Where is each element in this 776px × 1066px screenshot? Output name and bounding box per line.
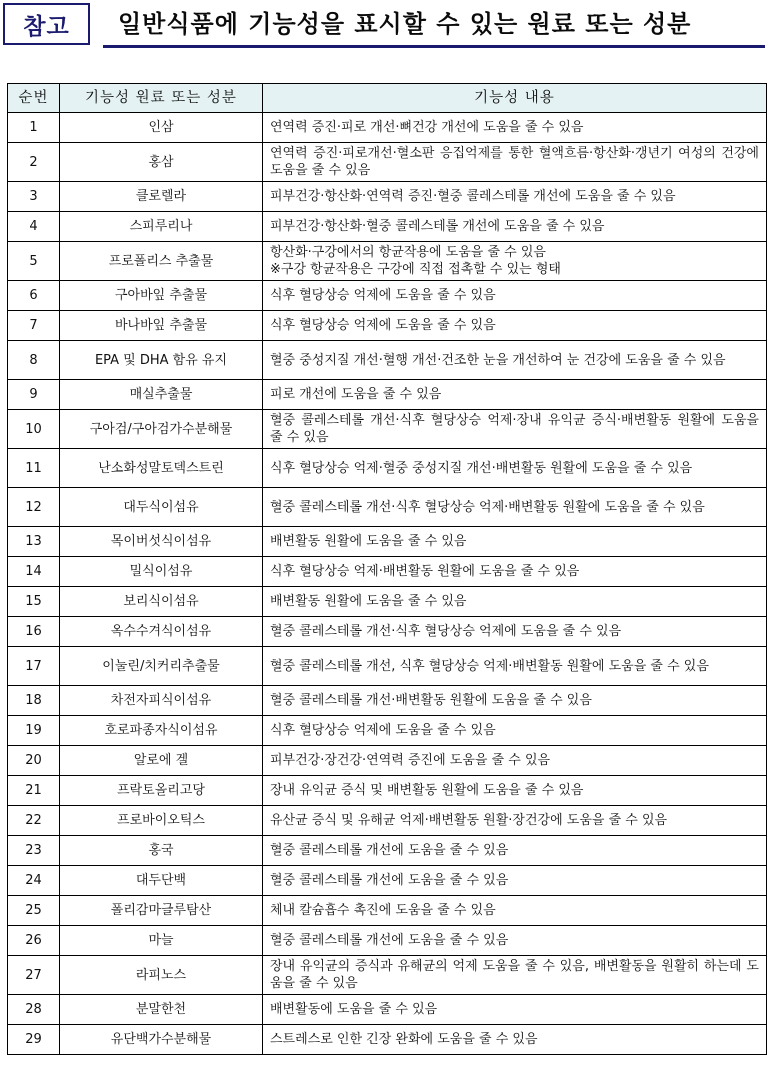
ingredient-name: 프로폴리스 추출물 — [60, 242, 263, 281]
ingredient-name: 밀식이섬유 — [60, 557, 263, 587]
ingredient-name: 대두식이섬유 — [60, 488, 263, 527]
table-row — [8, 776, 767, 806]
function-description: 식후 혈당상승 억제에 도움을 줄 수 있음 — [263, 311, 767, 341]
table-row — [8, 281, 767, 311]
row-number: 15 — [8, 587, 60, 617]
row-number: 1 — [8, 113, 60, 143]
ingredient-name: 옥수수겨식이섬유 — [60, 617, 263, 647]
table-row — [8, 647, 767, 686]
function-description: 연역력 증진·피로 개선·뼈건강 개선에 도움을 줄 수 있음 — [263, 113, 767, 143]
ingredient-name: 유단백가수분해물 — [60, 1025, 263, 1055]
function-description: 배변활동 원활에 도움을 줄 수 있음 — [263, 587, 767, 617]
table-row — [8, 212, 767, 242]
table-row — [8, 143, 767, 182]
table-row — [8, 113, 767, 143]
table-row — [8, 686, 767, 716]
function-description: 식후 혈당상승 억제에 도움을 줄 수 있음 — [263, 716, 767, 746]
ingredient-name: 보리식이섬유 — [60, 587, 263, 617]
function-description-line: 항산화·구강에서의 항균작용에 도움을 줄 수 있음 — [270, 245, 546, 260]
ingredient-name: 목이버섯식이섬유 — [60, 527, 263, 557]
row-number: 14 — [8, 557, 60, 587]
table-row — [8, 746, 767, 776]
row-number: 19 — [8, 716, 60, 746]
ingredient-name: 프락토올리고당 — [60, 776, 263, 806]
table-row — [8, 926, 767, 956]
function-description: 식후 혈당상승 억제·배변활동 원활에 도움을 줄 수 있음 — [263, 557, 767, 587]
row-number: 16 — [8, 617, 60, 647]
table-row — [8, 896, 767, 926]
function-description: 배변활동 원활에 도움을 줄 수 있음 — [263, 527, 767, 557]
function-description: 식후 혈당상승 억제에 도움을 줄 수 있음 — [263, 281, 767, 311]
ingredient-name: 난소화성말토덱스트린 — [60, 449, 263, 488]
row-number: 9 — [8, 380, 60, 410]
function-description: 배변활동에 도움을 줄 수 있음 — [263, 995, 767, 1025]
function-description-note: ※구강 항균작용은 구강에 직접 접촉할 수 있는 형태 — [270, 262, 561, 277]
function-description: 피부건강·항산화·연역력 증진·혈중 콜레스테롤 개선에 도움을 줄 수 있음 — [263, 182, 767, 212]
row-number: 11 — [8, 449, 60, 488]
row-number: 21 — [8, 776, 60, 806]
table-row — [8, 341, 767, 380]
ingredient-name: 차전자피식이섬유 — [60, 686, 263, 716]
function-description: 혈중 콜레스테롤 개선에 도움을 줄 수 있음 — [263, 926, 767, 956]
column-header-function: 기능성 내용 — [263, 84, 767, 113]
row-number: 10 — [8, 410, 60, 449]
row-number: 26 — [8, 926, 60, 956]
row-number: 12 — [8, 488, 60, 527]
row-number: 3 — [8, 182, 60, 212]
ingredient-name: EPA 및 DHA 함유 유지 — [60, 341, 263, 380]
table-row — [8, 182, 767, 212]
function-description: 유산균 증식 및 유해균 억제·배변활동 원활·장건강에 도움을 줄 수 있음 — [263, 806, 767, 836]
ingredient-name: 대두단백 — [60, 866, 263, 896]
function-description — [263, 242, 767, 281]
table-row — [8, 1025, 767, 1055]
table-row — [8, 806, 767, 836]
function-description: 혈중 콜레스테롤 개선에 도움을 줄 수 있음 — [263, 836, 767, 866]
ingredient-name: 바나바잎 추출물 — [60, 311, 263, 341]
ingredient-name: 이눌린/치커리추출물 — [60, 647, 263, 686]
function-description: 식후 혈당상승 억제·혈중 중성지질 개선·배변활동 원활에 도움을 줄 수 있음 — [263, 449, 767, 488]
ingredient-name: 인삼 — [60, 113, 263, 143]
function-description: 스트레스로 인한 긴장 완화에 도움을 줄 수 있음 — [263, 1025, 767, 1055]
table-row — [8, 488, 767, 527]
table-row — [8, 449, 767, 488]
reference-tag: 참고 — [3, 3, 90, 45]
title-underline — [103, 45, 765, 48]
ingredient-name: 홍국 — [60, 836, 263, 866]
row-number: 20 — [8, 746, 60, 776]
page-title: 일반식품에 기능성을 표시할 수 있는 원료 또는 성분 — [118, 10, 692, 38]
function-description: 장내 유익균 증식 및 배변활동 원활에 도움을 줄 수 있음 — [263, 776, 767, 806]
ingredient-name: 호로파종자식이섬유 — [60, 716, 263, 746]
ingredient-name: 알로에 겔 — [60, 746, 263, 776]
row-number: 17 — [8, 647, 60, 686]
ingredient-name: 구아바잎 추출물 — [60, 281, 263, 311]
row-number: 6 — [8, 281, 60, 311]
table-row — [8, 527, 767, 557]
table-row — [8, 836, 767, 866]
table-header-row — [8, 84, 767, 113]
table-row — [8, 380, 767, 410]
row-number: 2 — [8, 143, 60, 182]
table-row — [8, 995, 767, 1025]
function-description: 피로 개선에 도움을 줄 수 있음 — [263, 380, 767, 410]
function-description: 혈중 콜레스테롤 개선, 식후 혈당상승 억제·배변활동 원활에 도움을 줄 수 있음 — [263, 647, 767, 686]
table-row — [8, 410, 767, 449]
row-number: 23 — [8, 836, 60, 866]
function-description: 혈중 콜레스테롤 개선에 도움을 줄 수 있음 — [263, 866, 767, 896]
row-number: 29 — [8, 1025, 60, 1055]
function-description: 연역력 증진·피로개선·혈소판 응집억제를 통한 혈액흐름·항산화·갱년기 여성의 건강에 도움을 줄 수 있음 — [263, 143, 767, 182]
row-number: 13 — [8, 527, 60, 557]
ingredient-name: 구아검/구아검가수분해물 — [60, 410, 263, 449]
table-row — [8, 557, 767, 587]
table-row — [8, 866, 767, 896]
row-number: 25 — [8, 896, 60, 926]
function-description: 장내 유익균의 증식과 유해균의 억제 도움을 줄 수 있음, 배변활동을 원활히 하는데 도움을 줄 수 있음 — [263, 956, 767, 995]
row-number: 5 — [8, 242, 60, 281]
function-description: 혈중 콜레스테롤 개선·식후 혈당상승 억제·배변활동 원활에 도움을 줄 수 있음 — [263, 488, 767, 527]
ingredient-name: 프로바이오틱스 — [60, 806, 263, 836]
row-number: 28 — [8, 995, 60, 1025]
function-description: 혈중 콜레스테롤 개선·식후 혈당상승 억제에 도움을 줄 수 있음 — [263, 617, 767, 647]
table-row — [8, 587, 767, 617]
ingredient-name: 라피노스 — [60, 956, 263, 995]
row-number: 24 — [8, 866, 60, 896]
function-description: 피부건강·항산화·혈중 콜레스테롤 개선에 도움을 줄 수 있음 — [263, 212, 767, 242]
ingredient-name: 매실추출물 — [60, 380, 263, 410]
function-description: 혈중 중성지질 개선·혈행 개선·건조한 눈을 개선하여 눈 건강에 도움을 줄 수 있음 — [263, 341, 767, 380]
function-description: 체내 칼슘흡수 촉진에 도움을 줄 수 있음 — [263, 896, 767, 926]
column-header-ingredient: 기능성 원료 또는 성분 — [60, 84, 263, 113]
row-number: 7 — [8, 311, 60, 341]
ingredient-name: 마늘 — [60, 926, 263, 956]
table-row — [8, 617, 767, 647]
title-bar — [0, 0, 776, 52]
function-description: 혈중 콜레스테롤 개선·식후 혈당상승 억제·장내 유익균 증식·배변활동 원활에 도움을 줄 수 있음 — [263, 410, 767, 449]
ingredient-name: 홍삼 — [60, 143, 263, 182]
ingredient-name: 폴리감마글루탐산 — [60, 896, 263, 926]
row-number: 27 — [8, 956, 60, 995]
row-number: 18 — [8, 686, 60, 716]
row-number: 8 — [8, 341, 60, 380]
column-header-no: 순번 — [8, 84, 60, 113]
ingredients-table — [7, 83, 767, 1055]
table-row — [8, 716, 767, 746]
ingredient-name: 분말한천 — [60, 995, 263, 1025]
function-description: 혈중 콜레스테롤 개선·배변활동 원활에 도움을 줄 수 있음 — [263, 686, 767, 716]
ingredient-name: 스피루리나 — [60, 212, 263, 242]
function-description: 피부건강·장건강·연역력 증진에 도움을 줄 수 있음 — [263, 746, 767, 776]
row-number: 4 — [8, 212, 60, 242]
table-row — [8, 956, 767, 995]
table-row — [8, 242, 767, 281]
table-body — [8, 113, 767, 1055]
ingredient-name: 클로렐라 — [60, 182, 263, 212]
table-row — [8, 311, 767, 341]
row-number: 22 — [8, 806, 60, 836]
